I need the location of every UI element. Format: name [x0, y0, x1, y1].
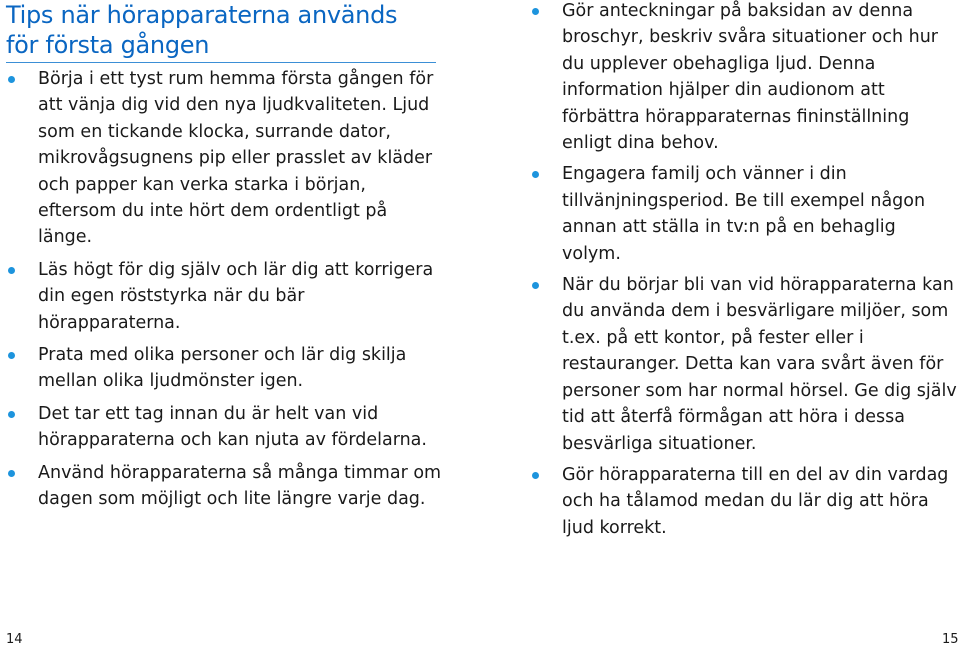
list-item-text: Gör hörapparaterna till en del av din vardag och ha tålamod medan du lär dig att höra ljud korrekt.: [562, 464, 949, 538]
list-item-text: Läs högt för dig själv och lär dig att korrigera din egen röststyrka när du bär hörapparaterna.: [38, 259, 434, 333]
list-item-text: När du börjar bli van vid hörapparaterna kan du använda dem i besvärligare miljöer, som t.ex. på ett kontor, på fester eller i restauranger. Detta kan vara svårt även för personer som har normal hörsel. Ge dig själv tid att återfå förmågan att höra i dessa besvärliga situationer.: [562, 275, 957, 454]
list-item-text: Det tar ett tag innan du är helt van vid hörapparaterna och kan njuta av fördelarna.: [38, 403, 427, 451]
right-bullet-list: [530, 0, 960, 546]
bullet-dot-icon: [8, 411, 15, 418]
bullet-dot-icon: [532, 282, 539, 289]
page-number-right: 15: [942, 632, 959, 647]
list-item: [6, 257, 446, 336]
list-item: [530, 272, 960, 457]
list-item: [6, 401, 446, 454]
list-item: [6, 66, 446, 251]
list-item-text: Börja i ett tyst rum hemma första gången för att vänja dig vid den nya ljudkvaliteten. Ljud som en tickande klocka, surrande dator, mikrovågsugnens pip eller prasslet av kläder och papper kan verka starka i början, eftersom du inte hört dem ordentligt på länge.: [38, 69, 434, 248]
page-number-left: 14: [6, 632, 23, 647]
bullet-dot-icon: [532, 171, 539, 178]
bullet-dot-icon: [8, 267, 15, 274]
bullet-dot-icon: [532, 8, 539, 15]
list-item: [6, 460, 446, 513]
list-item: [530, 462, 960, 541]
heading-divider: [6, 62, 436, 63]
list-item-text: Gör anteckningar på baksidan av denna broschyr, beskriv svåra situationer och hur du upplever obehagliga ljud. Denna information hjälper din audionom att förbättra hörapparaternas fininställning enligt dina behov.: [562, 1, 938, 154]
bullet-dot-icon: [532, 472, 539, 479]
list-item-text: Prata med olika personer och lär dig skilja mellan olika ljudmönster igen.: [38, 345, 407, 392]
list-item: [530, 0, 960, 156]
page-heading: Tips när hörapparaterna används för första gången: [6, 1, 398, 59]
list-item-text: Använd hörapparaterna så många timmar om dagen som möjligt och lite längre varje dag.: [38, 462, 442, 510]
bullet-dot-icon: [8, 352, 15, 359]
bullet-dot-icon: [8, 76, 15, 83]
list-item: [530, 161, 960, 267]
list-item: [6, 342, 446, 395]
list-item-text: Engagera familj och vänner i din tillvänjningsperiod. Be till exempel någon annan att ställa in tv:n på en behaglig volym.: [562, 164, 926, 264]
left-bullet-list: [6, 66, 446, 519]
bullet-dot-icon: [8, 470, 15, 477]
